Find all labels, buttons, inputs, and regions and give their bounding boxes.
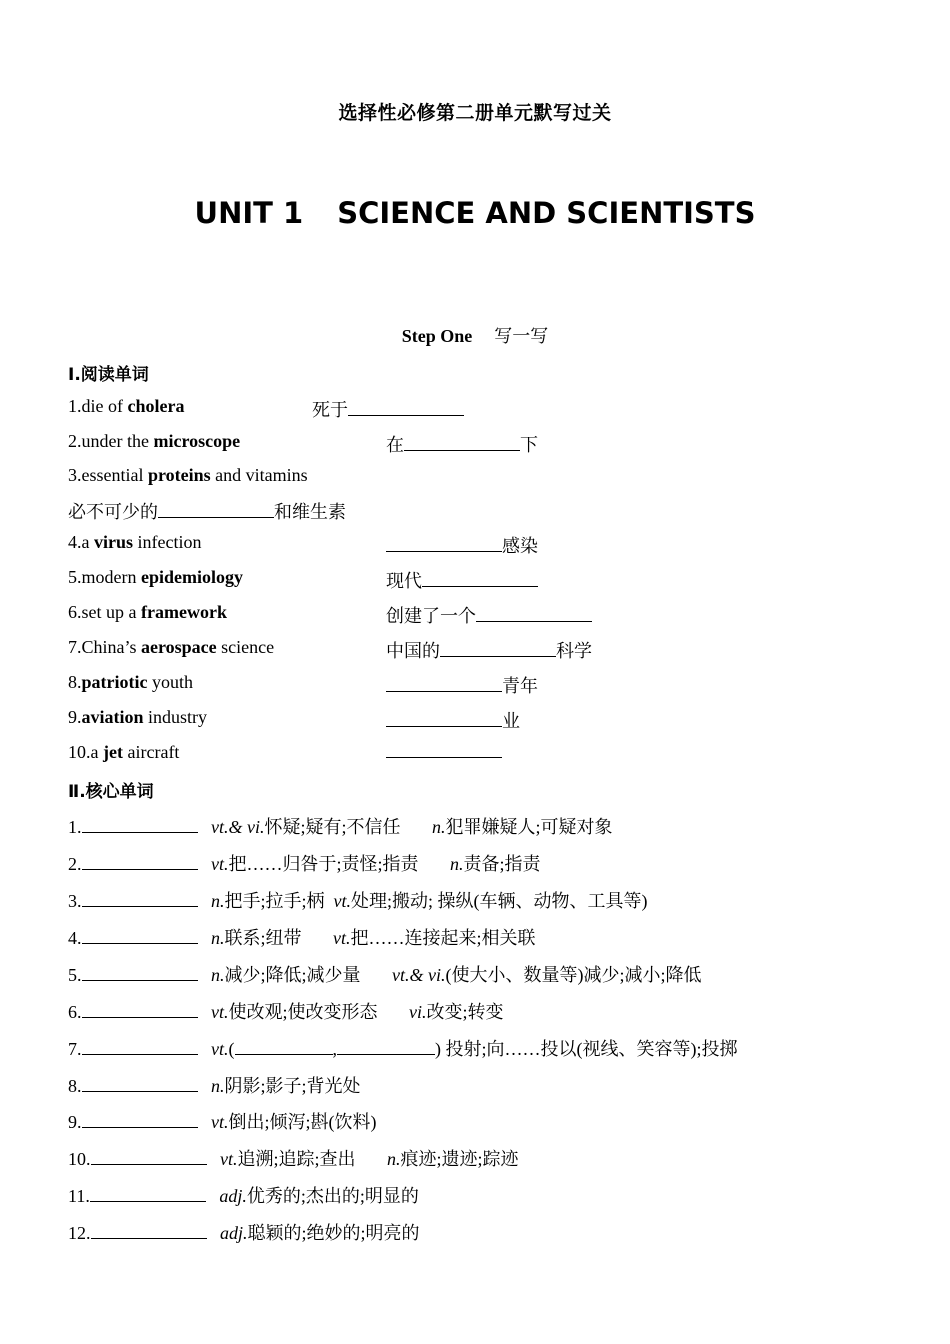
step-title bbox=[0, 322, 950, 348]
reading-answer: 青年 bbox=[386, 672, 538, 698]
core-item: 8. n.阴影;影子;背光处 bbox=[68, 1076, 361, 1096]
answer-blank[interactable] bbox=[82, 854, 198, 870]
core-item: 7. vt.( , ) 投射;向……投以(视线、笑容等);投掷 bbox=[68, 1039, 738, 1059]
reading-answer: 在 下 bbox=[386, 435, 538, 455]
answer-blank[interactable] bbox=[440, 641, 556, 657]
reading-item: 10.a jet aircraft bbox=[68, 742, 180, 762]
core-item: 6. vt.使改观;使改变形态 vi.改变;转变 bbox=[68, 1002, 504, 1022]
answer-blank[interactable] bbox=[82, 1039, 198, 1055]
reading-answer: 感染 bbox=[386, 532, 538, 558]
core-item: 9. vt.倒出;倾泻;斟(饮料) bbox=[68, 1112, 377, 1132]
core-item: 10. vt.追溯;追踪;查出 n.痕迹;遗迹;踪迹 bbox=[68, 1149, 519, 1169]
page-header-title: 选择性必修第二册单元默写过关 bbox=[338, 102, 612, 124]
core-item: 11. adj.优秀的;杰出的;明显的 bbox=[68, 1186, 419, 1206]
core-item: 2. vt.把……归咎于;责怪;指责 n.责备;指责 bbox=[68, 854, 541, 874]
reading-item: 8.patriotic youth bbox=[68, 672, 193, 692]
answer-blank[interactable] bbox=[91, 1149, 207, 1165]
answer-blank[interactable] bbox=[386, 742, 502, 758]
reading-answer bbox=[386, 742, 502, 763]
answer-blank[interactable] bbox=[82, 1076, 198, 1092]
answer-blank[interactable] bbox=[82, 965, 198, 981]
reading-item: 6.set up a framework bbox=[68, 602, 227, 622]
answer-blank[interactable] bbox=[404, 435, 520, 451]
step-cn: 写一写 bbox=[494, 326, 549, 346]
reading-item: 1.die of cholera bbox=[68, 396, 185, 416]
answer-blank[interactable] bbox=[82, 1112, 198, 1128]
core-item: 3. n.把手;拉手;柄 vt.处理;搬动; 操纵(车辆、动物、工具等) bbox=[68, 891, 648, 911]
answer-blank[interactable] bbox=[158, 502, 274, 518]
unit-name: SCIENCE AND SCIENTISTS bbox=[337, 196, 756, 230]
unit-title bbox=[0, 196, 950, 230]
reading-answer: 创建了一个 bbox=[386, 602, 592, 628]
section-reading-title: Ⅰ.阅读单词 bbox=[68, 365, 149, 385]
answer-blank[interactable] bbox=[82, 891, 198, 907]
step-label: Step One bbox=[401, 326, 473, 346]
core-item: 12. adj.聪颖的;绝妙的;明亮的 bbox=[68, 1223, 420, 1243]
reading-answer: 必不可少的 和维生素 bbox=[68, 502, 346, 522]
answer-blank[interactable] bbox=[386, 676, 502, 692]
answer-blank[interactable] bbox=[82, 817, 198, 833]
reading-answer: 现代 bbox=[386, 567, 538, 593]
reading-item: 9.aviation industry bbox=[68, 707, 208, 727]
answer-blank[interactable] bbox=[90, 1186, 206, 1202]
answer-blank[interactable] bbox=[82, 1002, 198, 1018]
reading-item: 7.China’s aerospace science bbox=[68, 637, 275, 657]
reading-item: 2.under the microscope bbox=[68, 431, 241, 451]
unit-number: UNIT 1 bbox=[194, 196, 304, 230]
answer-blank[interactable] bbox=[348, 400, 464, 416]
core-item: 1. vt.& vi.怀疑;疑有;不信任 n.犯罪嫌疑人;可疑对象 bbox=[68, 817, 613, 837]
answer-blank[interactable] bbox=[235, 1039, 333, 1055]
section-core-title: Ⅱ.核心单词 bbox=[68, 782, 154, 802]
reading-answer: 中国的 科学 bbox=[386, 641, 592, 661]
reading-answer: 死于 bbox=[312, 396, 464, 422]
reading-item: 4.a virus infection bbox=[68, 532, 202, 552]
answer-blank[interactable] bbox=[476, 606, 592, 622]
reading-item: 5.modern epidemiology bbox=[68, 567, 243, 587]
reading-answer: 业 bbox=[386, 707, 520, 733]
answer-blank[interactable] bbox=[91, 1223, 207, 1239]
answer-blank[interactable] bbox=[386, 711, 502, 727]
answer-blank[interactable] bbox=[337, 1039, 435, 1055]
answer-blank[interactable] bbox=[82, 928, 198, 944]
reading-item: 3.essential proteins and vitamins bbox=[68, 465, 308, 485]
core-item: 4. n.联系;纽带 vt.把……连接起来;相关联 bbox=[68, 928, 536, 948]
answer-blank[interactable] bbox=[422, 571, 538, 587]
core-item: 5. n.减少;降低;减少量 vt.& vi.(使大小、数量等)减少;减小;降低 bbox=[68, 965, 702, 985]
answer-blank[interactable] bbox=[386, 536, 502, 552]
